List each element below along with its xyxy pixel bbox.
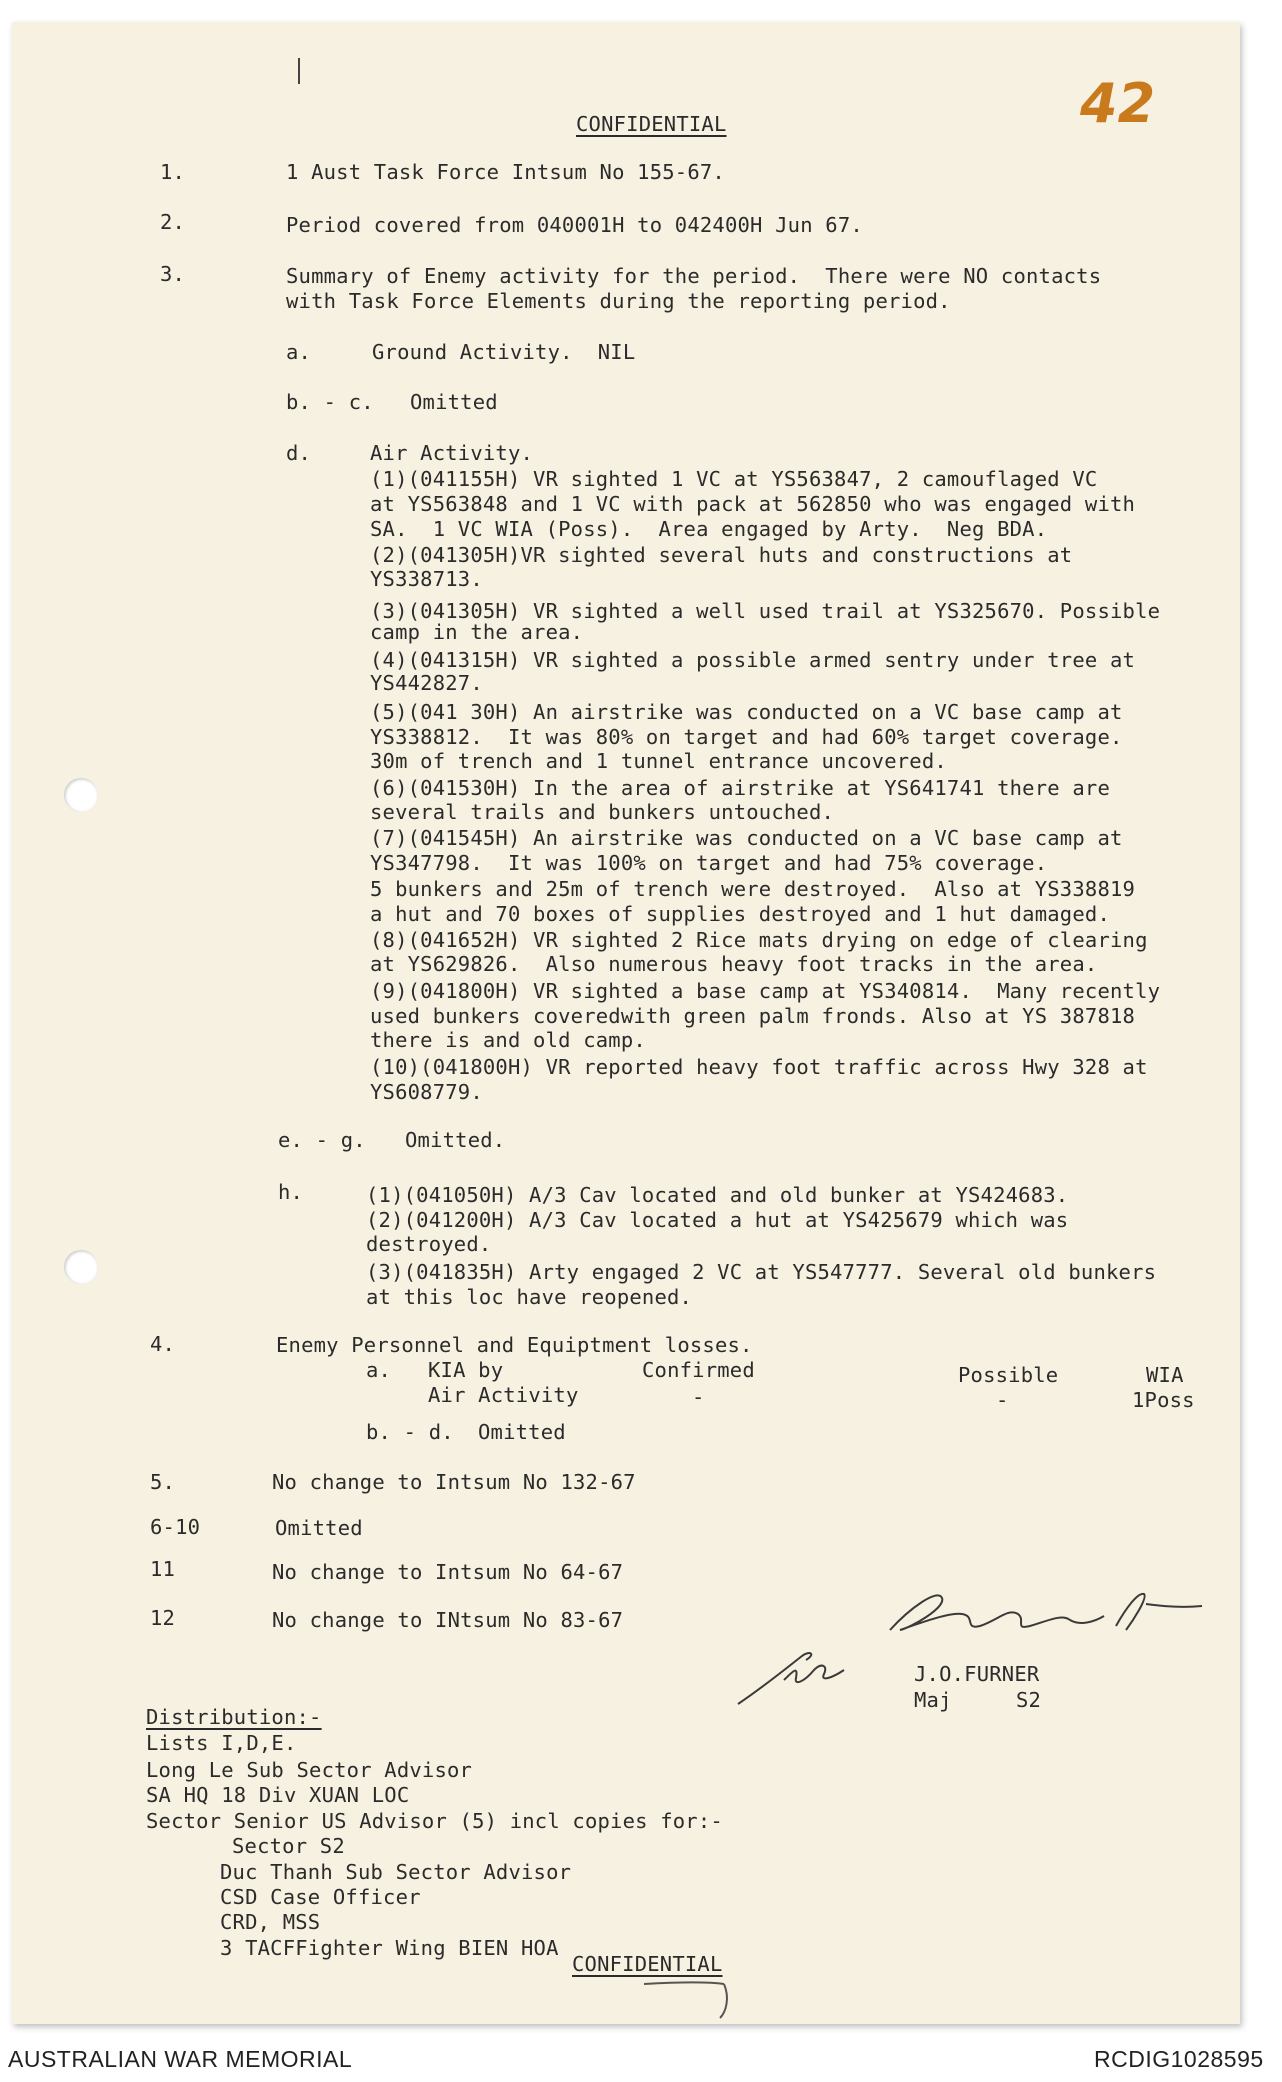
para-3-line: with Task Force Elements during the reporting period. bbox=[286, 289, 951, 313]
air-line: SA. 1 VC WIA (Poss). Area engaged by Arty. Neg BDA. bbox=[370, 517, 1048, 541]
air-line: YS338812. It was 80% on target and had 60% target coverage. bbox=[370, 725, 1123, 749]
punch-hole-lower bbox=[64, 1250, 98, 1284]
signatory-name: J.O.FURNER bbox=[914, 1662, 1040, 1686]
para-4bd-label: b. - d. bbox=[366, 1420, 454, 1444]
air-line: (8)(041652H) VR sighted 2 Rice mats drying on edge of clearing bbox=[370, 928, 1148, 952]
air-line: (4)(041315H) VR sighted a possible armed sentry under tree at bbox=[370, 648, 1136, 672]
kia-line-2: Air Activity bbox=[428, 1383, 579, 1407]
header-classification: CONFIDENTIAL bbox=[576, 112, 727, 136]
para-12-text: No change to INtsum No 83-67 bbox=[272, 1608, 624, 1632]
para-3a-text: Ground Activity. NIL bbox=[372, 340, 636, 364]
air-line: YS608779. bbox=[370, 1080, 483, 1104]
air-line: (2)(041305H)VR sighted several huts and constructions at bbox=[370, 543, 1073, 567]
distribution-item: SA HQ 18 Div XUAN LOC bbox=[146, 1783, 410, 1807]
para-4bd-text: Omitted bbox=[478, 1420, 566, 1444]
para-5-text: No change to Intsum No 132-67 bbox=[272, 1470, 636, 1494]
distribution-subitem: 3 TACFFighter Wing BIEN HOA bbox=[220, 1936, 559, 1960]
air-line: at YS629826. Also numerous heavy foot tracks in the area. bbox=[370, 952, 1098, 976]
distribution-subitem: CSD Case Officer bbox=[220, 1885, 421, 1909]
distribution-item: Long Le Sub Sector Advisor bbox=[146, 1758, 473, 1782]
para-1-number: 1. bbox=[160, 160, 186, 184]
air-line: (6)(041530H) In the area of airstrike at YS641741 there are bbox=[370, 776, 1110, 800]
para-12-number: 12 bbox=[150, 1606, 176, 1630]
confirmed-label: Confirmed bbox=[642, 1358, 755, 1382]
air-line: a hut and 70 boxes of supplies destroyed and 1 hut damaged. bbox=[370, 902, 1110, 926]
para-6-10-text: Omitted bbox=[275, 1516, 363, 1540]
distribution-subitem: CRD, MSS bbox=[220, 1910, 321, 1934]
para-2-text: Period covered from 040001H to 042400H Jun 67. bbox=[286, 213, 863, 237]
folio-number: 42 bbox=[1080, 72, 1156, 135]
air-line: camp in the area. bbox=[370, 620, 584, 644]
distribution-subitem: Duc Thanh Sub Sector Advisor bbox=[220, 1860, 572, 1884]
distribution-heading: Distribution:- bbox=[146, 1705, 322, 1729]
handwritten-signature bbox=[880, 1578, 1240, 1648]
para-4-text: Enemy Personnel and Equiptment losses. bbox=[276, 1333, 753, 1357]
para-6-10-number: 6-10 bbox=[150, 1515, 201, 1539]
para-3bc-text: Omitted bbox=[410, 390, 498, 414]
para-3a-label: a. bbox=[286, 340, 312, 364]
air-line: 30m of trench and 1 tunnel entrance uncovered. bbox=[370, 749, 947, 773]
for-initials bbox=[732, 1640, 852, 1710]
punch-hole-upper bbox=[64, 778, 98, 812]
wia-value: 1Poss bbox=[1132, 1388, 1195, 1412]
para-4-number: 4. bbox=[150, 1332, 176, 1356]
air-line: at YS563848 and 1 VC with pack at 562850 who was engaged with bbox=[370, 492, 1136, 516]
air-line: (10)(041800H) VR reported heavy foot traffic across Hwy 328 at bbox=[370, 1055, 1148, 1079]
air-line: (1)(041155H) VR sighted 1 VC at YS563847, 2 camouflaged VC bbox=[370, 467, 1098, 491]
confirmed-value: - bbox=[692, 1385, 705, 1409]
para-4a-label: a. bbox=[366, 1358, 392, 1382]
air-line: YS442827. bbox=[370, 671, 483, 695]
margin-mark bbox=[298, 58, 300, 84]
para-3-number: 3. bbox=[160, 262, 186, 286]
para-11-number: 11 bbox=[150, 1557, 176, 1581]
para-1-text: 1 Aust Task Force Intsum No 155-67. bbox=[286, 160, 725, 184]
wia-label: WIA bbox=[1146, 1363, 1184, 1387]
signatory-appointment: S2 bbox=[1016, 1688, 1042, 1712]
para-2-number: 2. bbox=[160, 210, 186, 234]
air-line: 5 bunkers and 25m of trench were destroyed. Also at YS338819 bbox=[370, 877, 1136, 901]
para-3h-label: h. bbox=[278, 1180, 304, 1204]
ground-line: (2)(041200H) A/3 Cav located a hut at YS425679 which was bbox=[366, 1208, 1069, 1232]
signatory-rank: Maj bbox=[914, 1688, 952, 1712]
air-line: several trails and bunkers untouched. bbox=[370, 800, 835, 824]
air-line: Air Activity. bbox=[370, 441, 534, 465]
para-3d-label: d. bbox=[286, 441, 312, 465]
possible-label: Possible bbox=[958, 1363, 1059, 1387]
air-line: (9)(041800H) VR sighted a base camp at YS340814. Many recently bbox=[370, 979, 1161, 1003]
air-line: YS347798. It was 100% on target and had 75% coverage. bbox=[370, 851, 1048, 875]
para-11-text: No change to Intsum No 64-67 bbox=[272, 1560, 624, 1584]
air-line: (5)(041 30H) An airstrike was conducted on a VC base camp at bbox=[370, 700, 1123, 724]
ground-line: at this loc have reopened. bbox=[366, 1285, 693, 1309]
ground-line: (1)(041050H) A/3 Cav located and old bunker at YS424683. bbox=[366, 1183, 1069, 1207]
para-3eg-label: e. - g. bbox=[278, 1128, 366, 1152]
air-line: (3)(041305H) VR sighted a well used trail at YS325670. Possible bbox=[370, 599, 1161, 623]
distribution-subitem: Sector S2 bbox=[232, 1834, 345, 1858]
distribution-item: Lists I,D,E. bbox=[146, 1731, 297, 1755]
air-line: used bunkers coveredwith green palm fronds. Also at YS 387818 bbox=[370, 1004, 1136, 1028]
air-line: there is and old camp. bbox=[370, 1028, 646, 1052]
page-tick-mark bbox=[640, 1978, 760, 2028]
footer-classification: CONFIDENTIAL bbox=[572, 1952, 723, 1976]
air-line: YS338713. bbox=[370, 567, 483, 591]
kia-line-1: KIA by bbox=[428, 1358, 504, 1382]
distribution-item: Sector Senior US Advisor (5) incl copies for:- bbox=[146, 1809, 723, 1833]
ground-line: (3)(041835H) Arty engaged 2 VC at YS547777. Several old bunkers bbox=[366, 1260, 1157, 1284]
para-3eg-text: Omitted. bbox=[405, 1128, 506, 1152]
possible-value: - bbox=[996, 1388, 1009, 1412]
para-3bc-label: b. - c. bbox=[286, 390, 374, 414]
para-3-line: Summary of Enemy activity for the period. There were NO contacts bbox=[286, 264, 1102, 288]
archive-reference: RCDIG1028595 bbox=[1094, 2046, 1264, 2072]
archive-credit: AUSTRALIAN WAR MEMORIAL bbox=[8, 2046, 353, 2072]
ground-line: destroyed. bbox=[366, 1232, 492, 1256]
para-5-number: 5. bbox=[150, 1470, 176, 1494]
air-line: (7)(041545H) An airstrike was conducted on a VC base camp at bbox=[370, 826, 1123, 850]
